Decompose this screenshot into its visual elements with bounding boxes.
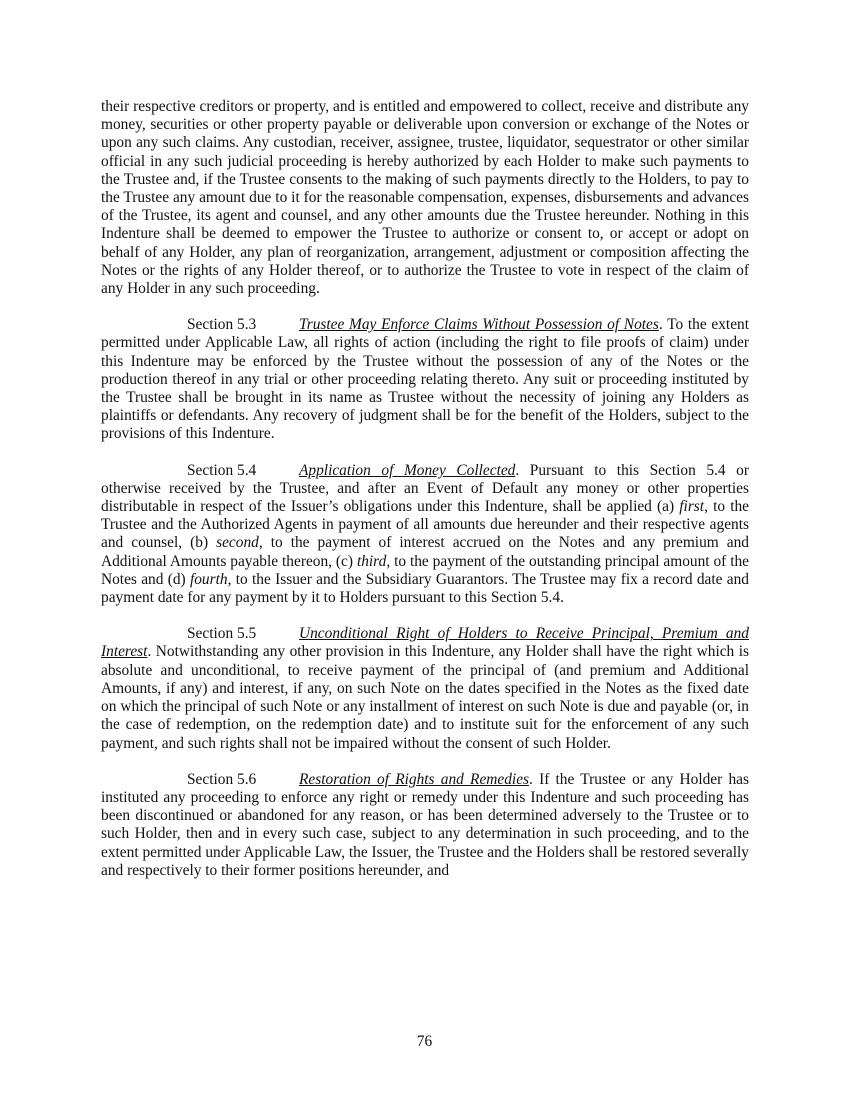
term-first: first	[679, 498, 705, 516]
section-5-4-paragraph	[101, 462, 749, 608]
section-number: Section 5.5	[187, 625, 257, 643]
term-second: second	[216, 534, 259, 552]
page-number: 76	[416, 1033, 433, 1050]
continuation-paragraph: their respective creditors or property, and is entitled and empowered to collect, receive and distribute any money, securities or other property payable or deliverable upon conversion or exchange of the Notes or upon any such claims. Any custodian, receiver, assignee, trustee, liquidator, sequestrator or other similar official in any such judicial proceeding is hereby authorized by each Holder to make such payments to the Trustee and, if the Trustee consents to the making of such payments directly to the Holders, to pay to the Trustee any amount due to it for the reasonable compensation, expenses, disbursements and advances of the Trustee, its agent and counsel, and any other amounts due the Trustee hereunder. Nothing in this Indenture shall be deemed to empower the Trustee to authorize or consent to, or accept or adopt on behalf of any Holder, any plan of reorganization, arrangement, adjustment or composition affecting the Notes or the rights of any Holder thereof, or to authorize the Trustee to vote in respect of the claim of any Holder in any such proceeding.	[101, 98, 749, 298]
term-third: third	[356, 552, 387, 570]
section-body: . Pursuant to this Section 5.4 or otherwise received by the Trustee, and after an Event of Default any money or other properties distributable in respect of the Issuer’s obligations under this Indenture, shall be applied (a)	[101, 461, 749, 516]
section-number: Section 5.6	[187, 770, 257, 788]
section-body: , to the Issuer and the Subsidiary Guarantors. The Trustee may fix a record date and payment date for any payment by it to Holders pursuant to this Section 5.4.	[101, 570, 749, 607]
section-body: . To the extent permitted under Applicable Law, all rights of action (including the right to file proofs of claim) under this Indenture may be enforced by the Trustee without the possession of any of the Notes or the production thereof in any trial or other proceeding relating thereto. Any suit or proceeding instituted by the Trustee shall be brought in its name as Trustee without the necessity of joining any Holders as plaintiffs or defendants. Any recovery of judgment shall be for the benefit of the Holders, subject to the provisions of this Indenture.	[101, 316, 749, 443]
section-number: Section 5.4	[187, 461, 257, 479]
section-heading: Unconditional Right of Holders to Receive Principal, Premium and Interest	[101, 625, 749, 661]
section-number: Section 5.3	[187, 316, 257, 334]
section-heading: Trustee May Enforce Claims Without Possession of Notes	[299, 316, 659, 334]
section-body: . Notwithstanding any other provision in this Indenture, any Holder shall have the right which is absolute and unconditional, to receive payment of the principal of (and premium and Additional Amounts, if any) and interest, if any, on such Note on the dates specified in the Notes as the fixed date on which the principal of such Note or any installment of interest on such Note is due and payable (or, in the case of redemption, on the redemption date) and to institute suit for the enforcement of any such payment, and such rights shall not be impaired without the consent of such Holder.	[101, 643, 749, 752]
section-body: . If the Trustee or any Holder has instituted any proceeding to enforce any right or remedy under this Indenture and such proceeding has been discontinued or abandoned for any reason, or has been determined adversely to the Trustee or to such Holder, then and in every such case, subject to any determination in such proceeding, and to the extent permitted under Applicable Law, the Issuer, the Trustee and the Holders shall be restored severally and respectively to their former positions hereunder, and	[101, 770, 749, 879]
section-body: , to the payment of interest accrued on the Notes and any premium and Additional Amounts payable thereon, (c)	[101, 534, 749, 570]
section-body: , to the Trustee and the Authorized Agents in payment of all amounts due hereunder and their respective agents and counsel, (b)	[101, 498, 749, 552]
section-5-6-paragraph	[101, 771, 749, 880]
section-heading: Application of Money Collected	[299, 461, 516, 479]
section-5-3-paragraph	[101, 316, 749, 443]
term-fourth: fourth	[189, 570, 228, 588]
section-5-5-paragraph	[101, 625, 749, 752]
section-heading: Restoration of Rights and Remedies	[299, 770, 530, 788]
section-body: , to the payment of the outstanding principal amount of the Notes and (d)	[101, 552, 750, 588]
document-body	[101, 98, 749, 898]
